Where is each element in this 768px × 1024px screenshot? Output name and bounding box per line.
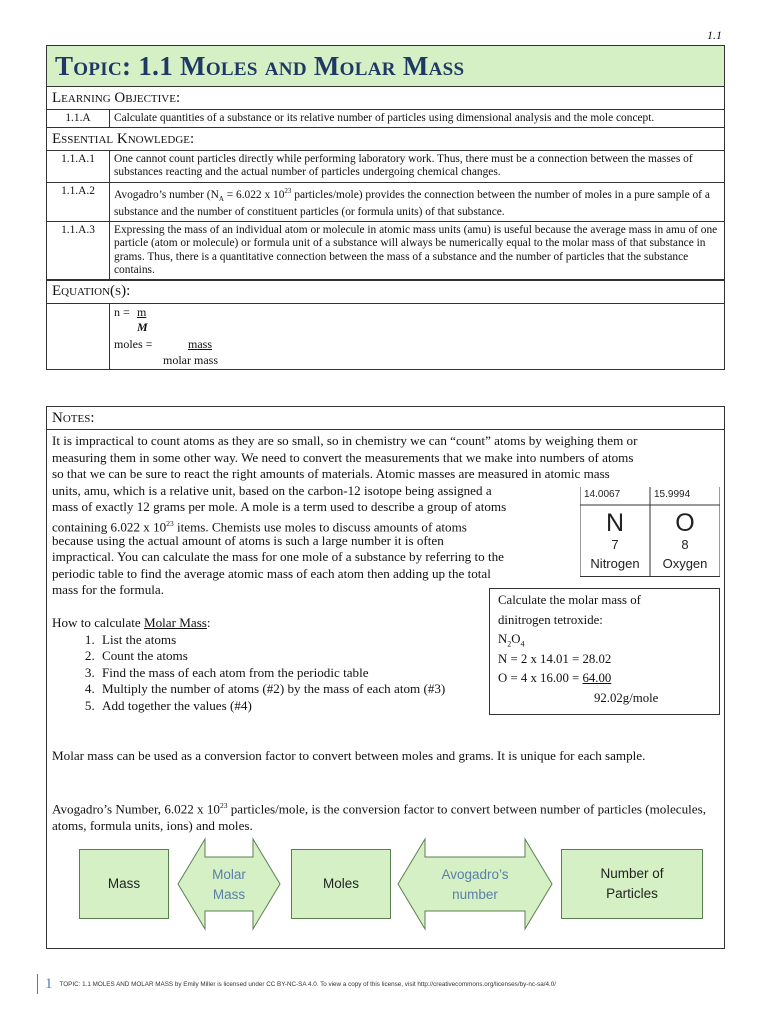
knowledge-code: 1.1.A.2 xyxy=(47,183,110,221)
notes-line: impractical. You can calculate the mass for one mole of a substance by referring to the xyxy=(52,549,504,565)
notes-line: units, amu, which is a relative unit, based on the carbon-12 isotope being assigned a xyxy=(52,482,492,498)
notes-line: because using the actual amount of atoms is such a large number it is often xyxy=(52,532,444,548)
eq2-denominator: molar mass xyxy=(163,352,218,367)
periodic-table-cells xyxy=(580,487,720,577)
molar-mass-label: Molar Mass xyxy=(212,867,246,902)
mass-box: Mass xyxy=(79,849,169,919)
list-item: 2. Count the atoms xyxy=(98,648,478,665)
steps-list xyxy=(52,632,478,715)
topic-title-row xyxy=(47,46,724,87)
page-number: 1.1 xyxy=(707,28,722,42)
knowledge-text: Avogadro’s number ($N_A = 6.022$ x $10^{23}$ particles/mole) provides the connection between the number of moles in a pure sample of a substance and the number of constituent particles (or formula units) of that substance. xyxy=(114,186,710,218)
formula: $N_2O_4$ xyxy=(498,632,525,649)
avogadro-label: Avogadro’s number xyxy=(441,867,509,902)
eq2-numerator: mass xyxy=(188,336,212,351)
molar-mass-paragraph: Molar mass can be used as a conversion factor to convert between moles and grams. It is unique for each sample. xyxy=(52,748,646,763)
learning-objective-heading: Learning Objective: xyxy=(47,87,724,110)
notes-line: It is impractical to count atoms as they are so small, so in chemistry we can “count” atoms by weighing them or xyxy=(52,433,638,448)
total-molar-mass: 92.02g/mole xyxy=(594,690,659,705)
list-item: 3. Find the mass of each atom from the periodic table xyxy=(98,665,478,682)
element-cell-oxygen: 15.9994 O 8 Oxygen xyxy=(654,489,708,571)
knowledge-code: 1.1.A.3 xyxy=(47,222,110,279)
knowledge-row xyxy=(47,222,724,280)
knowledge-text: One cannot count particles directly while performing laboratory work. Thus, there must be a connection between the masses of substances reacting and the actual number of particles undergoing chemical changes. xyxy=(114,153,693,179)
eq1-denominator: M xyxy=(137,319,148,334)
footer xyxy=(37,974,556,994)
notes-line: mass of exactly 12 grams per mole. A mole is a term used to describe a group of atoms xyxy=(52,499,507,515)
notes-line: so that we can be sure to react the right amounts of materials. Atomic masses are measured in atomic mass xyxy=(52,466,610,482)
equations-heading: Equation(s): xyxy=(47,280,724,304)
notes-line: mass for the formula. xyxy=(52,582,164,598)
notes-line: containing 6.022 x $10^{23}$ items. Chemists use moles to discuss amounts of atoms xyxy=(52,519,467,535)
moles-box: Moles xyxy=(291,849,391,919)
notes-box xyxy=(46,406,725,949)
notes-line: periodic table to find the average atomic mass of each atom then adding up the total xyxy=(52,565,491,581)
topic-table xyxy=(46,45,725,370)
essential-knowledge-heading: Essential Knowledge: xyxy=(47,128,724,151)
example-calculation-box: Calculate the molar mass of dinitrogen tetroxide: $N_2O_4$ N = 2 x 14.01 = 28.02 O = 4 x 16.00 = 64.00 92.02g/mole xyxy=(489,588,720,715)
footer-page-number: 1 xyxy=(45,975,53,992)
license-text: TOPIC: 1.1 MOLES AND MOLAR MASS by Emily Miller is licensed under CC BY-NC-SA 4.0. To view a copy of this license, visit http://creativecommons.org/licenses/by-nc-sa/4.0/ xyxy=(59,980,556,988)
knowledge-row xyxy=(47,151,724,182)
notes-line: measuring them in some other way. We need to convert the measurements that we make into numbers of atoms xyxy=(52,449,634,465)
learning-objective-row xyxy=(47,110,724,128)
knowledge-row xyxy=(47,183,724,222)
list-item: 1. List the atoms xyxy=(98,632,478,649)
particles-box: Number of Particles xyxy=(561,849,703,919)
objective-code: 1.1.A xyxy=(47,110,110,127)
knowledge-text: Expressing the mass of an individual atom or molecule in atomic mass units (amu) is useful because the average mass in amu of one particle (atom or molecule) or formula unit of a substance will always be numerically equal to the molar mass of that substance in grams. Thus, there is a quantitative connection between the mass of a substance and the number of particles that the substance contains. xyxy=(114,224,718,276)
objective-text: Calculate quantities of a substance or its relative number of particles using dimensional analysis and the mole concept. xyxy=(114,112,655,124)
equations-row xyxy=(47,304,724,369)
how-to-heading: How to calculate Molar Mass: xyxy=(52,615,211,630)
notes-heading: Notes: xyxy=(47,407,724,430)
element-cell-nitrogen: 14.0067 N 7 Nitrogen xyxy=(584,489,640,571)
topic-title: Topic: 1.1 Moles and Molar Mass xyxy=(55,50,465,81)
eq1-numerator: m xyxy=(137,304,147,319)
list-item: 5. Add together the values (#4) xyxy=(98,698,478,715)
avogadro-paragraph: Avogadro’s Number, 6.022 x $10^{23}$ particles/mole, is the conversion factor to convert between number of particles (molecules, atoms, formula units, ions) and moles. xyxy=(52,801,706,833)
knowledge-code: 1.1.A.1 xyxy=(47,151,110,181)
equations: n = m M moles = mass molar mass xyxy=(114,304,218,367)
list-item: 4. Multiply the number of atoms (#2) by the mass of each atom (#3) xyxy=(98,681,478,698)
